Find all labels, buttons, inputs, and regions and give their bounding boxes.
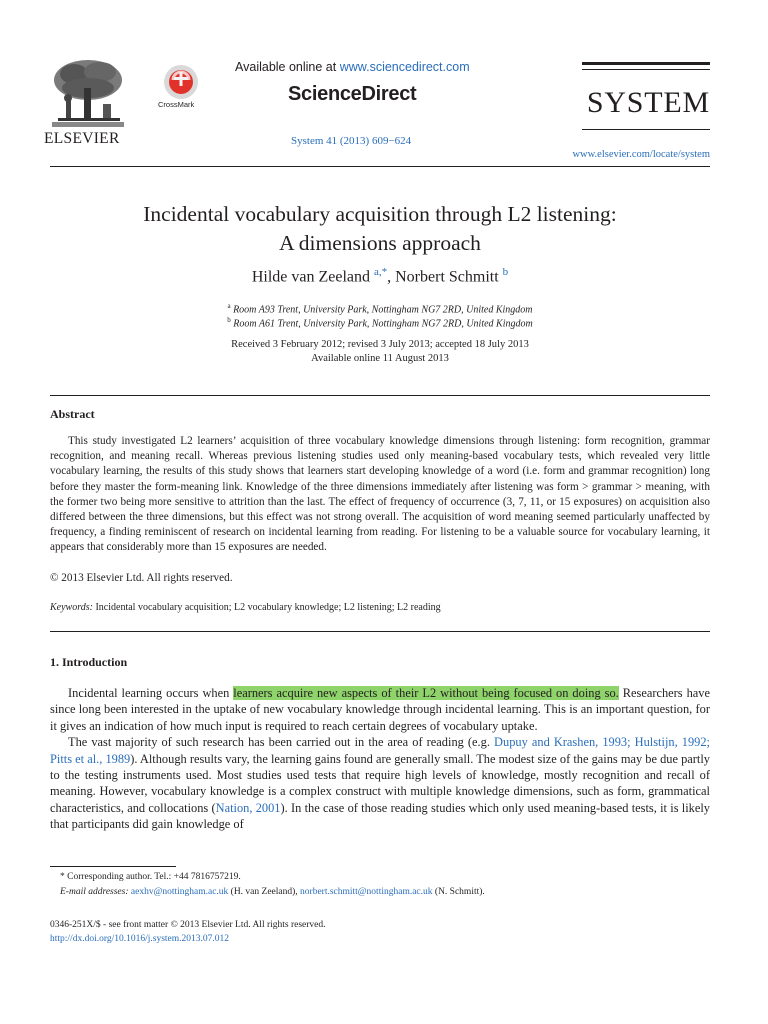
email-1-owner: (H. van Zeeland), xyxy=(228,887,301,897)
author-1: Hilde van Zeeland xyxy=(251,268,374,286)
p2-text-end: ). In the case of those reading studies which only used meaning-based tests, it is likely that participants did gain knowledge of xyxy=(50,800,711,832)
intro-paragraph-1 xyxy=(50,685,710,734)
journal-citation[interactable]: System 41 (2013) 609−624 xyxy=(291,135,412,147)
affiliation-a xyxy=(50,302,710,315)
footnote-corresponding-text: Corresponding author. Tel.: +44 7816757219. xyxy=(64,872,241,882)
introduction-body xyxy=(50,685,710,833)
crossmark-label: CrossMark xyxy=(158,100,195,109)
author-2-marks[interactable]: b xyxy=(502,266,509,278)
keywords xyxy=(50,602,441,613)
citation-link-reading-studies[interactable]: Dupuy and Krashen, 1993; Hulstijn, 1992; Pitts et al., 1989 xyxy=(50,735,710,766)
doi-link[interactable]: http://dx.doi.org/10.1016/j.system.2013.07.012 xyxy=(50,934,230,944)
p1-text-start: Incidental learning occurs when xyxy=(68,686,234,700)
journal-rule-bottom xyxy=(582,129,710,130)
p2-text-middle: ). Although results vary, the learning gains found are generally small. The modest size of the gains may be due partly to the testing instruments used. Most studies used tests that require high levels of knowledge, mostly recognition and recall of meaning. However, vocabulary knowledge is a complex construct with multiple knowledge dimensions, such as form, grammatical characteristics, and collocations ( xyxy=(50,751,710,815)
p1-text-end: Researchers have since long been interested in the uptake of new vocabulary knowledge through incidental learning. This is an important question, for it gives an indication of how much input is required to reach certain degrees of vocabulary uptake. xyxy=(50,686,710,733)
intro-paragraph-2 xyxy=(50,734,710,832)
available-online-date: Available online 11 August 2013 xyxy=(311,353,449,364)
issn-line: 0346-251X/$ - see front matter © 2013 Elsevier Ltd. All rights reserved. xyxy=(50,920,326,930)
journal-homepage-link[interactable]: www.elsevier.com/locate/system xyxy=(572,149,710,160)
author-list xyxy=(50,266,710,286)
title-line-1: Incidental vocabulary acquisition through L2 listening: xyxy=(143,202,617,226)
citation-link-nation[interactable]: Nation, 2001 xyxy=(215,800,281,815)
footnote-divider xyxy=(50,866,176,867)
keywords-text: Incidental vocabulary acquisition; L2 vocabulary knowledge; L2 listening; L2 reading xyxy=(92,602,441,613)
abstract-copyright: © 2013 Elsevier Ltd. All rights reserved. xyxy=(50,572,233,584)
email-link-2[interactable]: norbert.schmitt@nottingham.ac.uk xyxy=(300,887,433,897)
author-1-marks[interactable]: a,* xyxy=(373,266,388,278)
email-link-1[interactable]: aexhv@nottingham.ac.uk xyxy=(130,887,229,897)
sciencedirect-link[interactable]: www.sciencedirect.com xyxy=(339,60,470,74)
crossmark-icon[interactable] xyxy=(163,64,199,100)
article-title xyxy=(50,200,710,258)
affiliation-b-mark: b xyxy=(227,316,231,324)
footnote-emails xyxy=(50,887,485,897)
title-line-2: A dimensions approach xyxy=(279,231,481,255)
abstract-divider-top xyxy=(50,395,710,396)
p2-text-start: The vast majority of such research has been carried out in the area of reading (e.g. xyxy=(68,735,495,750)
affiliation-a-mark: a xyxy=(227,302,231,310)
email-label: E-mail addresses: xyxy=(60,887,129,897)
publisher-name: ELSEVIER xyxy=(44,130,120,147)
abstract-text: This study investigated L2 learners’ acquisition of three vocabulary knowledge dimensions through listening: form recognition, grammar recognition, and meaning recall. Whereas previous listening studies used only meaning-based vocabulary tests, which revealed very little vocabulary learning, the results of this study shows that learners start developing knowledge of a word (i.e. form and grammar recognition) long before they master the form-meaning link. Knowledge of the three dimensions immediately after listening was form > grammar > meaning, with the former two being more sensitive to attrition than the last. The effect of frequency of occurrence (3, 7, 11, or 15 exposures) on acquisition also differed between the three dimensions, but this effect was not strong overall. The acquisition of word meaning seemed particularly unaffected by frequency, a finding reminiscent of research on incidental learning from reading. For listening to be a valuable source for vocabulary learning, it appears that considerably more than 15 exposures are needed. xyxy=(50,435,710,554)
journal-name: SYSTEM xyxy=(586,86,710,119)
email-2-owner: (N. Schmitt). xyxy=(432,887,485,897)
journal-rule-thin xyxy=(582,69,710,70)
article-history xyxy=(50,338,710,366)
highlighted-text[interactable]: learners acquire new aspects of their L2 without being focused on doing so. xyxy=(233,686,619,700)
abstract-heading: Abstract xyxy=(50,407,95,421)
keywords-label: Keywords: xyxy=(50,602,93,613)
footnote-corresponding xyxy=(50,872,241,882)
available-prefix: Available online at xyxy=(235,60,340,74)
author-2: Norbert Schmitt xyxy=(395,268,503,286)
abstract-divider-bottom xyxy=(50,631,710,632)
section-heading-introduction: 1. Introduction xyxy=(50,655,128,669)
author-separator: , xyxy=(387,268,396,286)
sciencedirect-wordmark: ScienceDirect xyxy=(288,83,417,105)
affiliation-b xyxy=(50,316,710,329)
available-online-line xyxy=(235,60,470,74)
affiliation-a-text: Room A93 Trent, University Park, Nottingham NG7 2RD, United Kingdom xyxy=(233,304,533,316)
footnote-mark: * xyxy=(60,872,65,882)
journal-rule-thick xyxy=(582,62,710,65)
abstract-body xyxy=(50,434,710,556)
elsevier-tree-logo xyxy=(48,58,128,130)
affiliation-b-text: Room A61 Trent, University Park, Nottingham NG7 2RD, United Kingdom xyxy=(233,318,533,330)
received-dates: Received 3 February 2012; revised 3 July 2013; accepted 18 July 2013 xyxy=(231,339,529,350)
header-divider xyxy=(50,166,710,167)
